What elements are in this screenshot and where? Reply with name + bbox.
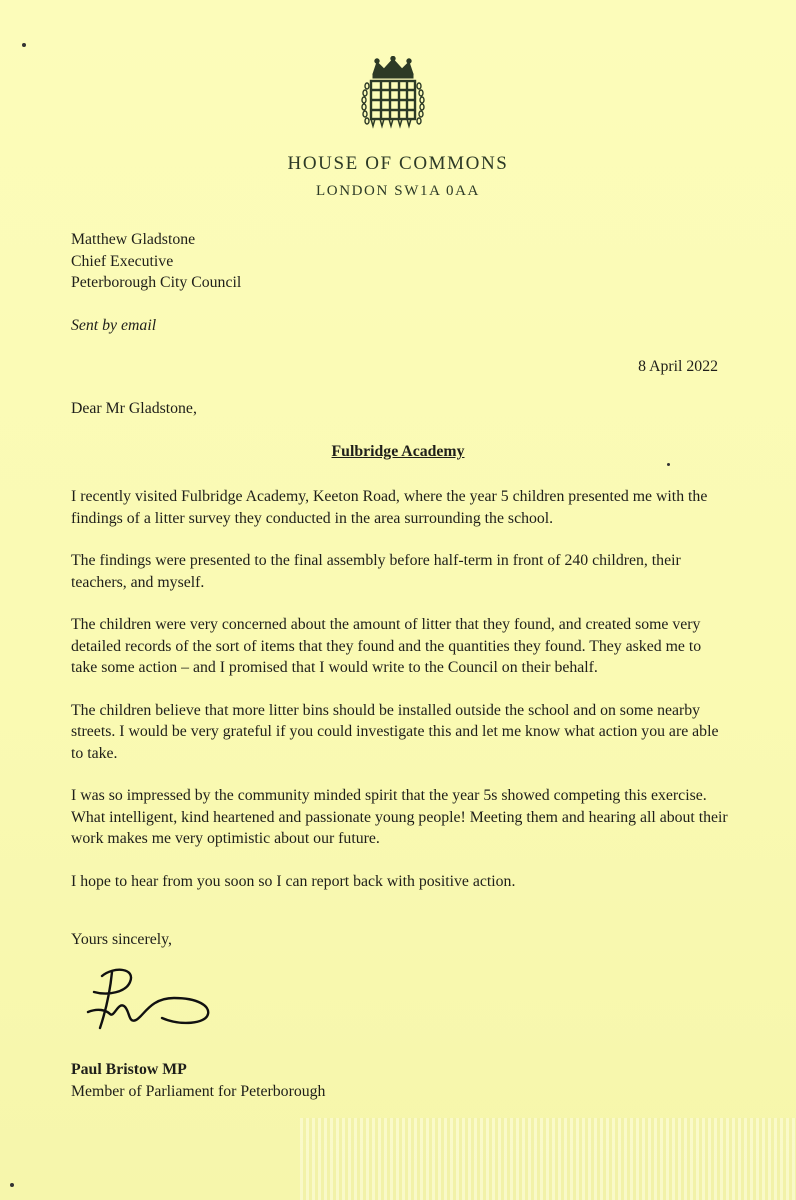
scan-speck [667, 463, 670, 466]
letter-body [71, 486, 731, 913]
letterhead-org-address: LONDON SW1A 0AA [316, 183, 480, 199]
signer-role: Member of Parliament for Peterborough [71, 1082, 326, 1100]
scan-fold-artifact [300, 1118, 796, 1200]
body-paragraph: I hope to hear from you soon so I can report back with positive action. [71, 872, 516, 890]
body-paragraph: I was so impressed by the community minded spirit that the year 5s showed competing this exercise. What intelligent, kind heartened and passionate young people! Meeting them and hearing all about their work makes me very optimistic about our future. [71, 787, 728, 847]
signer-name: Paul Bristow MP [71, 1061, 187, 1078]
recipient-address [71, 229, 241, 294]
scan-speck [22, 43, 26, 47]
recipient-organisation: Peterborough City Council [71, 274, 242, 291]
signer-block [71, 1059, 325, 1102]
portcullis-crest-icon [359, 56, 427, 136]
closing: Yours sincerely, [71, 931, 172, 948]
delivery-note: Sent by email [71, 317, 157, 334]
body-paragraph: The children believe that more litter bins should be installed outside the school and on some nearby streets. I would be very grateful if you could investigate this and let me know what action you are able to take. [71, 701, 719, 762]
recipient-title: Chief Executive [71, 252, 174, 270]
scan-speck [10, 1183, 14, 1187]
salutation: Dear Mr Gladstone, [71, 400, 197, 417]
body-paragraph: The findings were presented to the final assembly before half-term in front of 240 children, their teachers, and myself. [71, 552, 681, 591]
letter-date: 8 April 2022 [638, 358, 718, 375]
recipient-name: Matthew Gladstone [71, 231, 196, 248]
letterhead-org-name: HOUSE OF COMMONS [287, 153, 509, 174]
handwritten-signature-icon [84, 962, 224, 1034]
body-paragraph: I recently visited Fulbridge Academy, Keeton Road, where the year 5 children presented me with the findings of a litter survey they conducted in the area surrounding the school. [71, 488, 708, 527]
body-paragraph: The children were very concerned about the amount of litter that they found, and created some very detailed records of the sort of items that they found and the quantities they found. They asked me to take some action – and I promised that I would write to the Council on their behalf. [71, 616, 702, 676]
letter-subject: Fulbridge Academy [331, 443, 465, 460]
